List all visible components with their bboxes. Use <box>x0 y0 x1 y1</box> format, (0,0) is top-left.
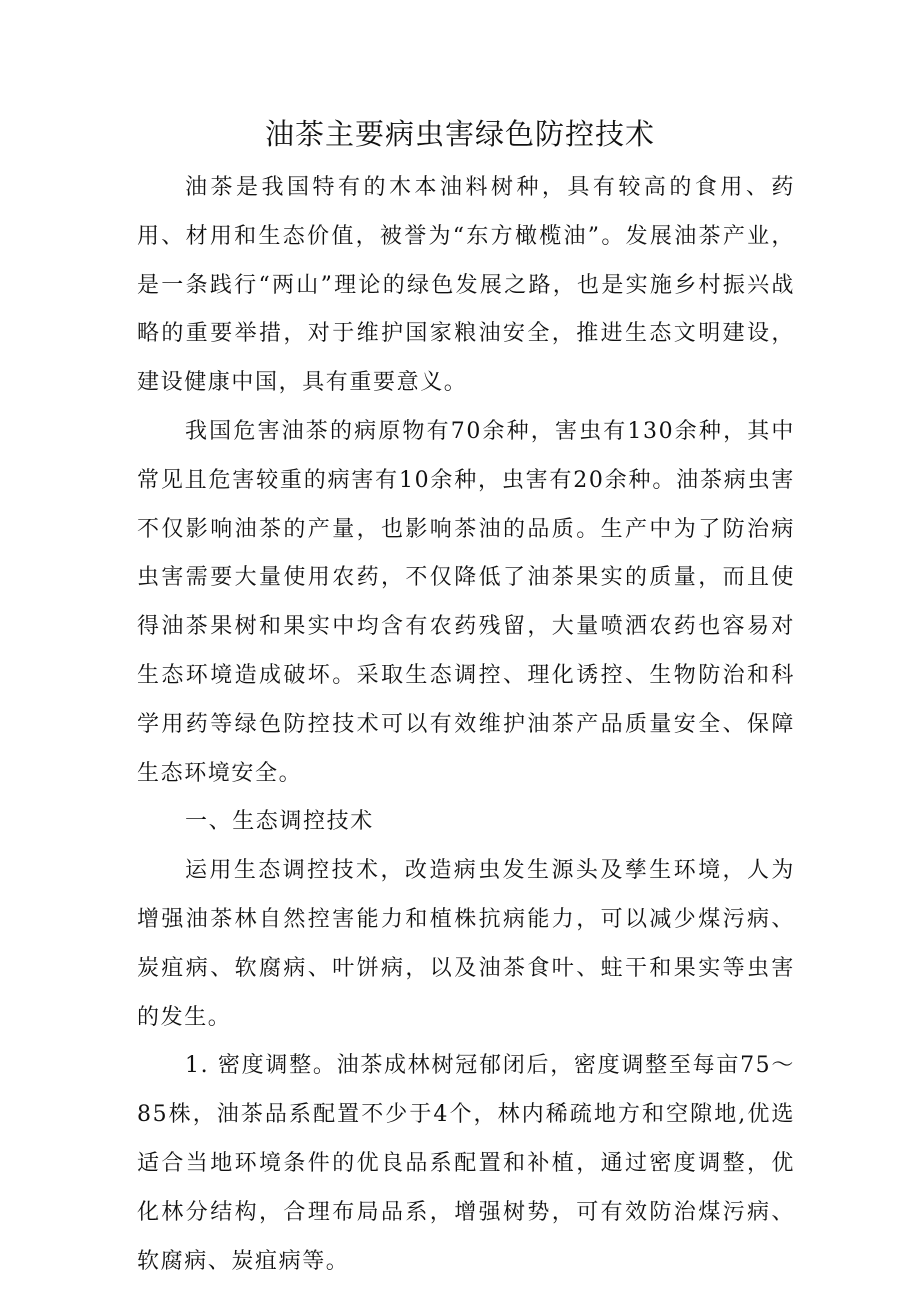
document-title: 油茶主要病虫害绿色防控技术 <box>264 117 655 151</box>
section-heading-ecological-control: 一、生态调控技术 <box>185 809 374 835</box>
paragraph-pests-overview: 我国危害油茶的病原物有70余种，害虫有130余种，其中常见且危害较重的病害有10余种，虫害有20余种。油茶病虫害不仅影响油茶的产量，也影响茶油的品质。生产中为了防治病虫害需要大量使用农药，不仅降低了油茶果实的质量，而且使得油茶果树和果实中均含有农药残留，大量喷洒农药也容易对生态环境造成破坏。采取生态调控、理化诱控、生物防治和科学用药等绿色防控技术可以有效维护油茶产品质量安全、保障生态环境安全。 <box>137 418 795 786</box>
paragraph-intro: 油茶是我国特有的木本油料树种，具有较高的食用、药用、材用和生态价值，被誉为“东方橄榄油”。发展油茶产业，是一条践行“两山”理论的绿色发展之路，也是实施乡村振兴战略的重要举措，对于维护国家粮油安全，推进生态文明建设，建设健康中国，具有重要意义。 <box>137 175 795 396</box>
paragraph-density-adjustment: 1. 密度调整。油茶成林树冠郁闭后，密度调整至每亩75～85株，油茶品系配置不少于4个，林内稀疏地方和空隙地,优选适合当地环境条件的优良品系配置和补植，通过密度调整，优化林分结构，合理布局品系，增强树势，可有效防治煤污病、软腐病、炭疽病等。 <box>137 1053 795 1274</box>
document-body <box>137 164 795 1286</box>
paragraph-ecological-control: 运用生态调控技术，改造病虫发生源头及孳生环境，人为增强油茶林自然控害能力和植株抗病能力，可以减少煤污病、炭疽病、软腐病、叶饼病，以及油茶食叶、蛀干和果实等虫害的发生。 <box>137 858 795 1030</box>
